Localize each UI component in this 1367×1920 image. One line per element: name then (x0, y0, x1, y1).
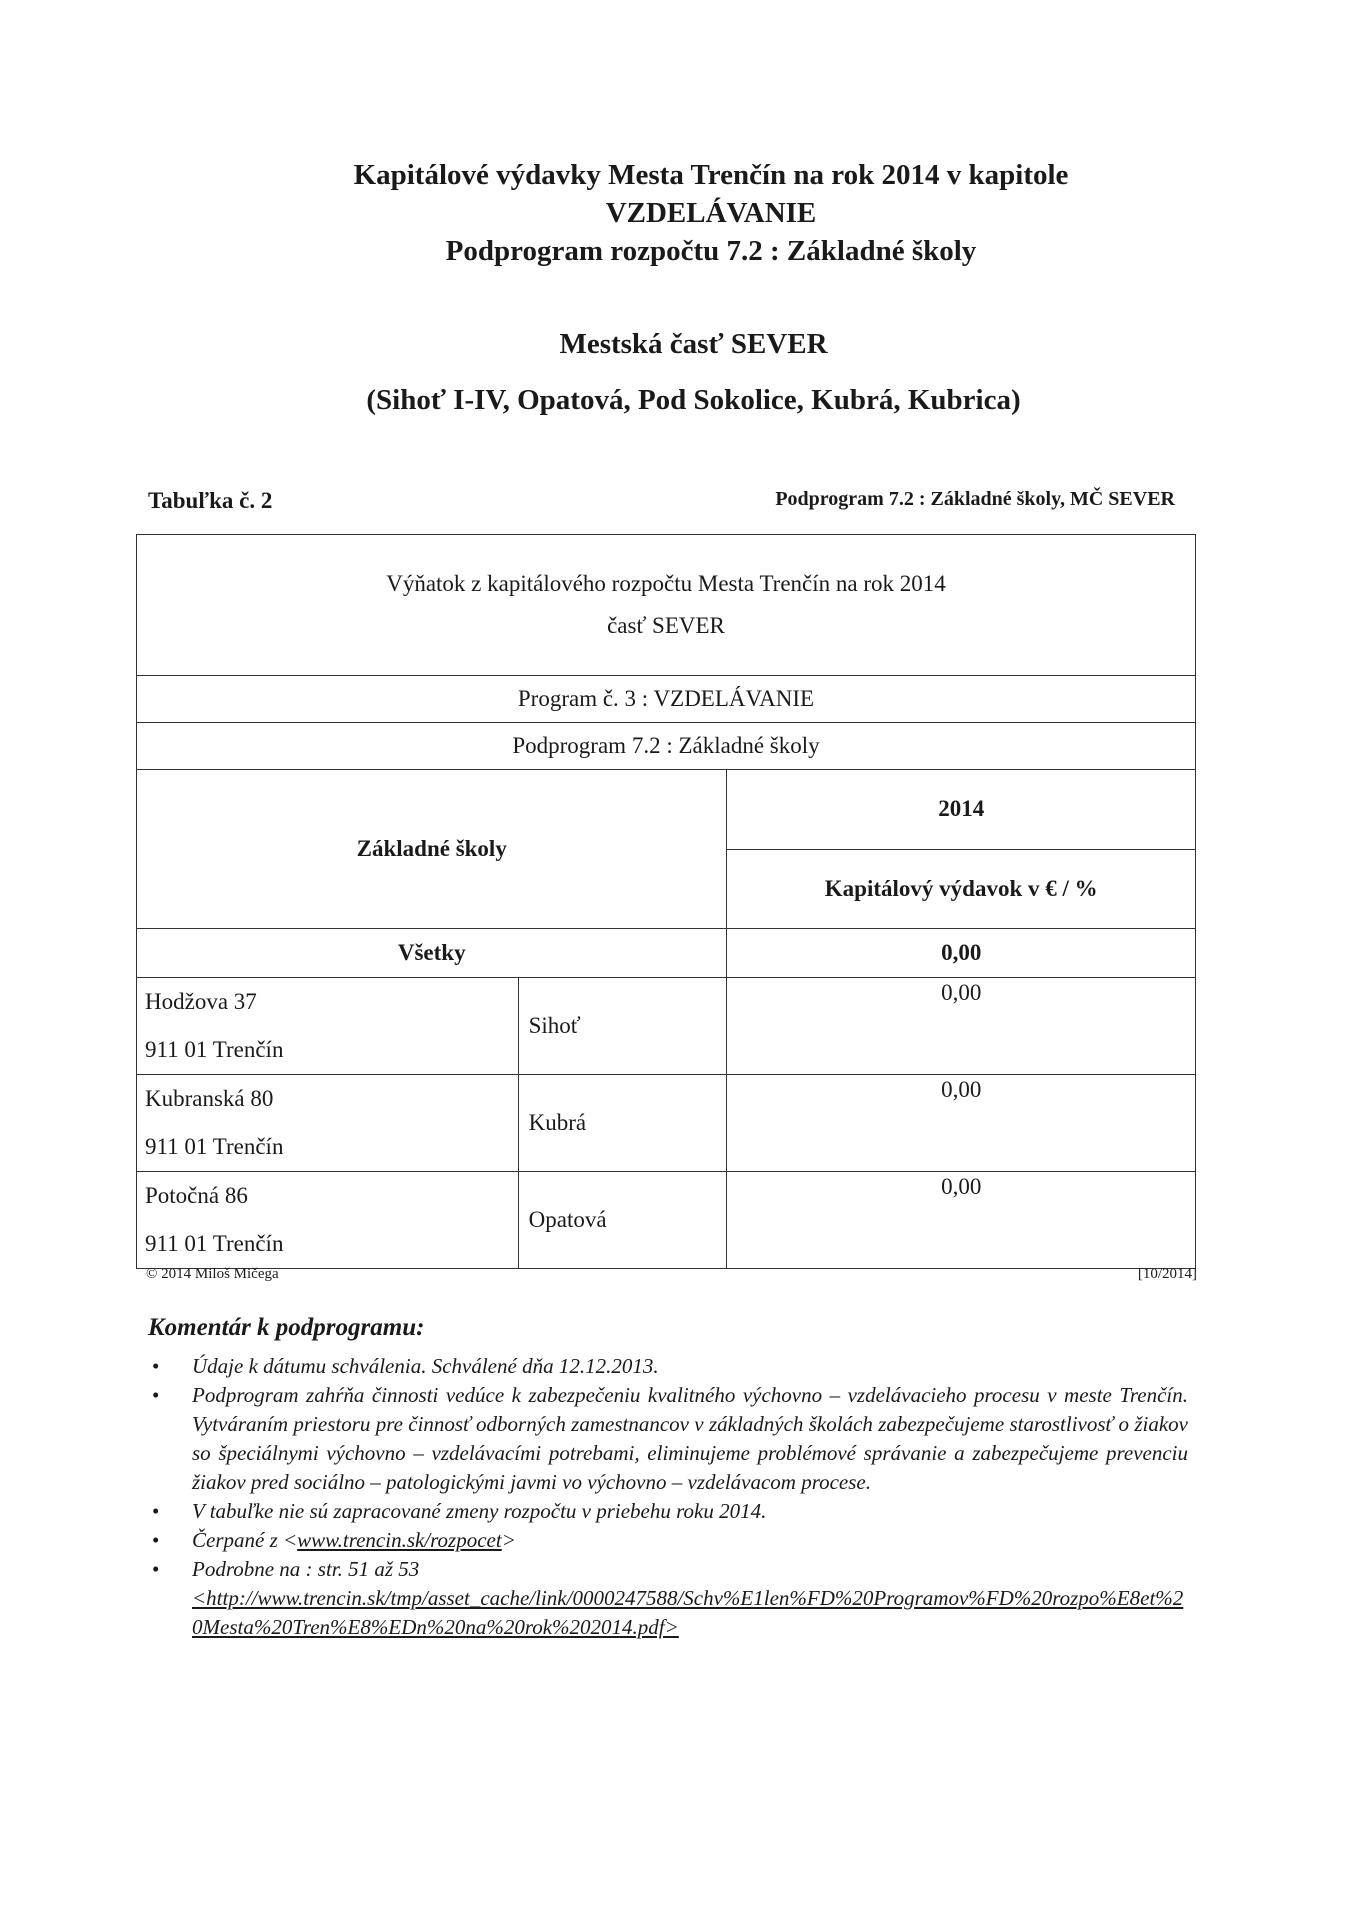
bullet-icon: • (152, 1354, 160, 1378)
extract-header (137, 535, 1196, 676)
comment-text: Podprogram zahŕňa činnosti vedúce k zabezpečeniu kvalitného výchovno – vzdelávacieho procesu v meste Trenčín. Vytváraním priestoru pre činnosť odborných zamestnancov v základných školách zabezpečujeme starostlivosť o žiakov so špeciálnymi výchovno – vzdelávacími potrebami, eliminujeme problémové správanie a zabezpečujeme prevenciu žiakov pred sociálno – patologickými javmi vo výchovno – vzdelávacom procese. (192, 1383, 1188, 1494)
school-district: Sihoť (518, 978, 727, 1075)
list-item (148, 1497, 1188, 1526)
title-line-3: Podprogram rozpočtu 7.2 : Základné školy (445, 235, 977, 267)
detail-link[interactable]: <http://www.trencin.sk/tmp/asset_cache/link/0000247588/Schv%E1len%FD%20Programov%FD%20rozpo%E8et%20Mesta%20Tren%E8%EDn%20na%20rok%202014.pdf> (192, 1586, 1184, 1639)
bullet-icon: • (152, 1499, 160, 1523)
table-row (137, 1172, 1196, 1269)
source-prefix: Čerpané z < (192, 1528, 298, 1552)
program-row: Program č. 3 : VZDELÁVANIE (137, 676, 1196, 723)
copyright-note: © 2014 Miloš Mičega (146, 1266, 279, 1282)
school-address (137, 1075, 519, 1172)
part-title: Mestská časť SEVER (559, 328, 828, 360)
table-caption: Podprogram 7.2 : Základné školy, MČ SEVER (775, 488, 1175, 510)
extract-line-2: časť SEVER (607, 613, 725, 638)
detail-prefix: Podrobne na : str. 51 až 53 (192, 1557, 420, 1581)
title-line-2: VZDELÁVANIE (605, 197, 817, 229)
table-row (137, 978, 1196, 1075)
part-subtitle: (Sihoť I-IV, Opatová, Pod Sokolice, Kubrá, Kubrica) (366, 384, 1021, 416)
source-link[interactable]: www.trencin.sk/rozpocet (297, 1528, 502, 1552)
list-item (148, 1555, 1188, 1642)
col-header-capital: Kapitálový výdavok v € / % (727, 849, 1196, 929)
source-suffix: > (501, 1528, 516, 1552)
school-district: Kubrá (518, 1075, 727, 1172)
school-city: 911 01 Trenčín (145, 1231, 284, 1256)
subprogram-row: Podprogram 7.2 : Základné školy (137, 723, 1196, 770)
school-address (137, 1172, 519, 1269)
part-heading (0, 316, 1367, 428)
col-header-schools: Základné školy (137, 770, 727, 929)
title-line-1: Kapitálové výdavky Mesta Trenčín na rok 2014 v kapitole (353, 159, 1069, 191)
comments-list (148, 1352, 1188, 1642)
all-value: 0,00 (727, 929, 1196, 978)
school-district: Opatová (518, 1172, 727, 1269)
document-title (0, 156, 1367, 270)
bullet-icon: • (152, 1528, 160, 1552)
school-value: 0,00 (727, 1172, 1196, 1269)
bullet-icon: • (152, 1557, 160, 1581)
school-address (137, 978, 519, 1075)
school-street: Kubranská 80 (145, 1086, 274, 1111)
budget-table (136, 534, 1196, 1269)
school-value: 0,00 (727, 978, 1196, 1075)
date-note: [10/2014] (1137, 1266, 1197, 1282)
comments-title: Komentár k podprogramu: (148, 1314, 425, 1341)
list-item (148, 1352, 1188, 1381)
school-street: Potočná 86 (145, 1183, 248, 1208)
school-city: 911 01 Trenčín (145, 1134, 284, 1159)
extract-line-1: Výňatok z kapitálového rozpočtu Mesta Trenčín na rok 2014 (386, 571, 946, 596)
school-city: 911 01 Trenčín (145, 1037, 284, 1062)
bullet-icon: • (152, 1383, 160, 1407)
list-item (148, 1381, 1188, 1497)
school-street: Hodžova 37 (145, 989, 257, 1014)
comment-text: Údaje k dátumu schválenia. Schválené dňa 12.12.2013. (192, 1354, 659, 1378)
all-label: Všetky (137, 929, 727, 978)
comment-text: V tabuľke nie sú zapracované zmeny rozpočtu v priebehu roku 2014. (192, 1499, 767, 1523)
table-label: Tabuľka č. 2 (148, 488, 273, 513)
school-value: 0,00 (727, 1075, 1196, 1172)
list-item (148, 1526, 1188, 1555)
table-row (137, 1075, 1196, 1172)
col-header-year: 2014 (727, 770, 1196, 850)
